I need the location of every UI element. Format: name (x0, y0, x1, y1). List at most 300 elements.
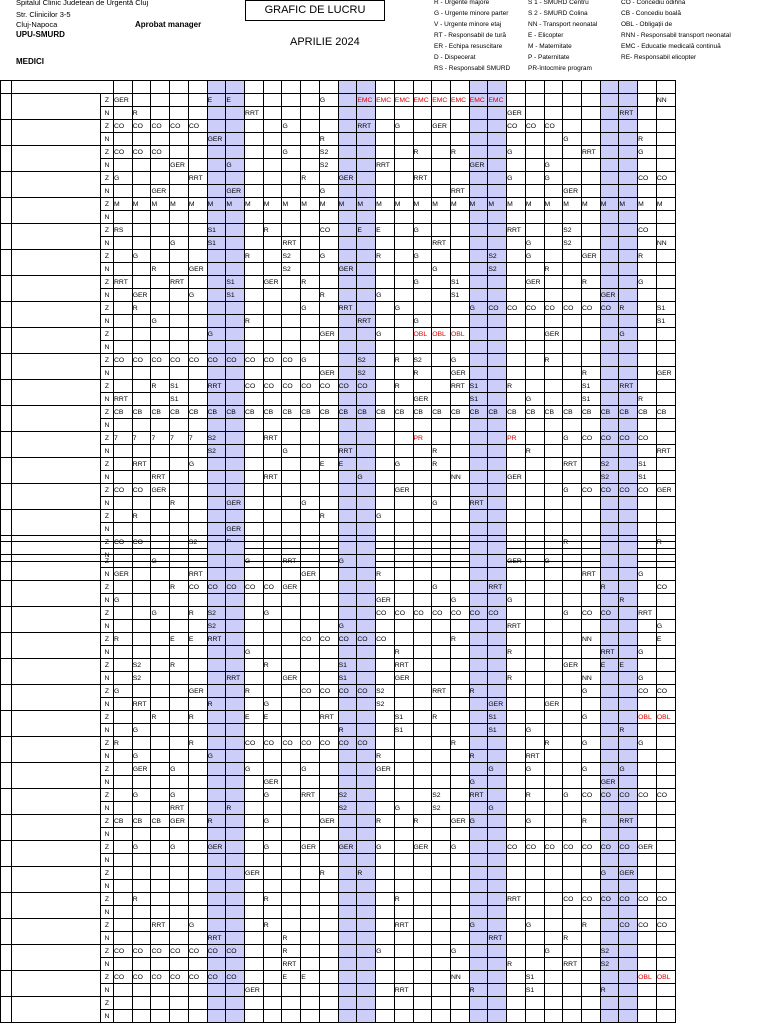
schedule-cell (619, 120, 638, 133)
schedule-cell: CB (170, 406, 189, 419)
schedule-cell: CO (600, 607, 619, 620)
schedule-cell (188, 594, 207, 607)
schedule-cell (469, 932, 488, 945)
schedule-cell (188, 841, 207, 854)
schedule-cell: G (170, 763, 189, 776)
schedule-cell (488, 315, 507, 328)
schedule-cell (619, 445, 638, 458)
schedule-cell (432, 484, 451, 497)
schedule-cell (245, 523, 264, 536)
schedule-cell (338, 289, 357, 302)
schedule-cell (263, 646, 282, 659)
schedule-cell (301, 237, 320, 250)
schedule-cell (394, 250, 413, 263)
schedule-cell (581, 984, 600, 997)
schedule-cell: RRT (207, 932, 226, 945)
schedule-cell (563, 107, 582, 120)
schedule-cell (114, 510, 133, 523)
schedule-cell (450, 211, 469, 224)
schedule-cell (151, 328, 170, 341)
schedule-cell: CO (357, 633, 376, 646)
schedule-cell: G (544, 555, 563, 568)
legend-entry: NN - Transport neonatal (528, 21, 598, 28)
schedule-cell (188, 315, 207, 328)
person-name (12, 94, 101, 120)
schedule-cell (263, 458, 282, 471)
schedule-cell: G (245, 646, 264, 659)
schedule-cell (357, 510, 376, 523)
schedule-cell (413, 302, 432, 315)
schedule-cell: CO (656, 789, 675, 802)
schedule-cell (563, 341, 582, 354)
schedule-cell (656, 698, 675, 711)
schedule-cell: GER (319, 328, 338, 341)
schedule-cell (563, 750, 582, 763)
schedule-cell: E (245, 711, 264, 724)
schedule-cell: M (245, 198, 264, 211)
schedule-cell: 7 (170, 432, 189, 445)
schedule-cell (488, 893, 507, 906)
schedule-cell (114, 659, 133, 672)
schedule-cell (338, 854, 357, 867)
schedule-cell: RRT (394, 659, 413, 672)
schedule-cell (170, 919, 189, 932)
legend-entry: M - Maternitate (528, 43, 572, 50)
schedule-cell (319, 919, 338, 932)
shift-indicator: N (101, 750, 114, 763)
schedule-cell: OBL (656, 971, 675, 984)
schedule-cell (469, 172, 488, 185)
table-row (1, 484, 676, 497)
row-number (1, 711, 12, 737)
schedule-cell (488, 354, 507, 367)
schedule-cell (188, 484, 207, 497)
schedule-cell (188, 523, 207, 536)
schedule-cell (413, 107, 432, 120)
staff-category: MEDICI (16, 57, 44, 66)
schedule-cell (132, 497, 151, 510)
schedule-cell (376, 484, 395, 497)
schedule-cell: R (450, 633, 469, 646)
schedule-cell (301, 555, 320, 568)
schedule-cell (413, 776, 432, 789)
schedule-cell: CO (581, 893, 600, 906)
schedule-cell (432, 867, 451, 880)
schedule-cell (638, 932, 657, 945)
person-name (12, 893, 101, 919)
schedule-cell: CO (432, 607, 451, 620)
schedule-cell (245, 997, 264, 1010)
schedule-cell (338, 276, 357, 289)
schedule-cell (600, 737, 619, 750)
schedule-cell (394, 289, 413, 302)
schedule-cell (413, 380, 432, 393)
schedule-cell (432, 568, 451, 581)
day-header (544, 81, 563, 94)
schedule-cell (600, 1010, 619, 1023)
schedule-cell (507, 984, 526, 997)
table-row (1, 945, 676, 958)
schedule-cell (507, 458, 526, 471)
schedule-cell: RRT (282, 958, 301, 971)
schedule-cell (432, 646, 451, 659)
schedule-cell (450, 237, 469, 250)
schedule-cell: GER (638, 841, 657, 854)
schedule-cell (319, 724, 338, 737)
day-header (151, 542, 170, 555)
schedule-cell (207, 107, 226, 120)
schedule-cell (563, 867, 582, 880)
schedule-cell: CO (170, 120, 189, 133)
schedule-cell (132, 711, 151, 724)
schedule-cell: RRT (282, 555, 301, 568)
schedule-cell (432, 620, 451, 633)
schedule-cell (656, 393, 675, 406)
schedule-cell (170, 893, 189, 906)
schedule-cell: CO (263, 354, 282, 367)
table-row (1, 932, 676, 945)
schedule-cell (469, 581, 488, 594)
schedule-cell (507, 276, 526, 289)
schedule-cell: CO (581, 789, 600, 802)
schedule-cell (581, 315, 600, 328)
schedule-cell: G (469, 815, 488, 828)
schedule-cell (525, 211, 544, 224)
schedule-cell (525, 328, 544, 341)
schedule-cell (413, 633, 432, 646)
schedule-cell (525, 620, 544, 633)
schedule-cell (376, 828, 395, 841)
schedule-cell: CO (319, 737, 338, 750)
schedule-cell (263, 419, 282, 432)
schedule-cell (525, 646, 544, 659)
schedule-cell (488, 815, 507, 828)
schedule-cell (413, 802, 432, 815)
schedule-cell: RRT (207, 633, 226, 646)
schedule-cell (114, 289, 133, 302)
schedule-cell (188, 646, 207, 659)
schedule-cell: CO (282, 737, 301, 750)
schedule-cell (207, 419, 226, 432)
schedule-cell (301, 607, 320, 620)
schedule-cell: S2 (282, 263, 301, 276)
schedule-cell (301, 997, 320, 1010)
person-name (12, 198, 101, 224)
schedule-cell (469, 237, 488, 250)
schedule-cell: GER (507, 471, 526, 484)
row-number (1, 146, 12, 172)
schedule-cell (544, 224, 563, 237)
schedule-cell: G (132, 250, 151, 263)
schedule-cell (488, 276, 507, 289)
schedule-cell (581, 945, 600, 958)
schedule-cell: G (488, 802, 507, 815)
schedule-cell (170, 94, 189, 107)
schedule-cell: NN (581, 672, 600, 685)
schedule-cell: CO (226, 945, 245, 958)
schedule-cell (450, 523, 469, 536)
schedule-cell: G (394, 802, 413, 815)
schedule-cell (226, 263, 245, 276)
schedule-cell: M (319, 198, 338, 211)
day-header (600, 81, 619, 94)
schedule-cell (282, 698, 301, 711)
schedule-cell (450, 224, 469, 237)
schedule-cell (563, 828, 582, 841)
schedule-cell: S2 (132, 672, 151, 685)
schedule-cell (114, 315, 133, 328)
schedule-cell: R (319, 289, 338, 302)
schedule-cell (432, 393, 451, 406)
schedule-cell (581, 289, 600, 302)
schedule-cell (544, 919, 563, 932)
schedule-cell (301, 250, 320, 263)
schedule-cell: S1 (581, 393, 600, 406)
schedule-cell (469, 523, 488, 536)
schedule-cell (282, 185, 301, 198)
schedule-cell (207, 185, 226, 198)
day-header (226, 542, 245, 555)
row-number (1, 841, 12, 867)
schedule-cell (226, 419, 245, 432)
schedule-cell (619, 497, 638, 510)
schedule-cell (188, 146, 207, 159)
schedule-cell (376, 380, 395, 393)
schedule-cell (376, 211, 395, 224)
schedule-cell: R (263, 893, 282, 906)
row-number (1, 484, 12, 510)
schedule-cell (544, 445, 563, 458)
schedule-cell (319, 263, 338, 276)
shift-indicator: N (101, 828, 114, 841)
schedule-cell (450, 484, 469, 497)
schedule-cell (263, 107, 282, 120)
schedule-cell (432, 841, 451, 854)
schedule-cell: CO (132, 146, 151, 159)
schedule-cell (413, 984, 432, 997)
schedule-cell (263, 555, 282, 568)
schedule-cell (563, 620, 582, 633)
schedule-cell: R (151, 711, 170, 724)
schedule-cell (170, 711, 189, 724)
person-name (12, 607, 101, 633)
schedule-cell: R (413, 815, 432, 828)
schedule-cell: GER (507, 555, 526, 568)
schedule-cell: R (338, 724, 357, 737)
schedule-cell (282, 893, 301, 906)
schedule-cell (301, 958, 320, 971)
schedule-cell: R (170, 659, 189, 672)
schedule-cell: CO (525, 302, 544, 315)
schedule-cell: M (488, 198, 507, 211)
schedule-cell (376, 776, 395, 789)
schedule-cell: S1 (338, 672, 357, 685)
schedule-cell (319, 237, 338, 250)
schedule-cell (432, 380, 451, 393)
schedule-cell (319, 841, 338, 854)
schedule-cell (226, 724, 245, 737)
person-name (12, 659, 101, 685)
schedule-cell (151, 568, 170, 581)
schedule-cell: RRT (619, 107, 638, 120)
schedule-cell (413, 958, 432, 971)
schedule-cell (319, 971, 338, 984)
legend-entry: OBL - Obligații de (621, 21, 673, 28)
schedule-cell (114, 523, 133, 536)
schedule-cell (394, 276, 413, 289)
schedule-cell: OBL (638, 971, 657, 984)
schedule-cell (263, 484, 282, 497)
shift-indicator: N (101, 523, 114, 536)
schedule-cell (563, 737, 582, 750)
schedule-cell (413, 932, 432, 945)
schedule-cell: CO (170, 945, 189, 958)
schedule-cell (563, 815, 582, 828)
table-row (1, 458, 676, 471)
table-row (1, 276, 676, 289)
schedule-cell (563, 724, 582, 737)
schedule-cell (132, 594, 151, 607)
schedule-cell: CO (338, 737, 357, 750)
schedule-cell (563, 146, 582, 159)
schedule-cell (656, 328, 675, 341)
shift-indicator: N (101, 367, 114, 380)
schedule-cell (600, 724, 619, 737)
shift-indicator: Z (101, 458, 114, 471)
day-header (638, 542, 657, 555)
schedule-cell (263, 302, 282, 315)
day-header (600, 542, 619, 555)
schedule-cell (507, 607, 526, 620)
schedule-cell: RRT (301, 789, 320, 802)
schedule-cell (207, 594, 226, 607)
schedule-cell (338, 497, 357, 510)
schedule-cell (638, 750, 657, 763)
schedule-cell (563, 120, 582, 133)
schedule-cell (581, 107, 600, 120)
table-row (1, 789, 676, 802)
schedule-cell (376, 711, 395, 724)
schedule-cell (638, 763, 657, 776)
shift-indicator: N (101, 419, 114, 432)
schedule-cell: R (188, 607, 207, 620)
schedule-cell (338, 698, 357, 711)
schedule-cell (432, 880, 451, 893)
schedule-cell (245, 672, 264, 685)
schedule-cell (114, 620, 133, 633)
schedule-cell (394, 523, 413, 536)
schedule-cell (376, 620, 395, 633)
schedule-cell: CB (357, 406, 376, 419)
schedule-cell: G (525, 237, 544, 250)
shift-indicator: N (101, 672, 114, 685)
schedule-cell (656, 659, 675, 672)
schedule-cell (132, 380, 151, 393)
schedule-cell: CB (376, 406, 395, 419)
schedule-cell (226, 107, 245, 120)
schedule-cell (619, 646, 638, 659)
schedule-cell (338, 867, 357, 880)
schedule-cell (619, 555, 638, 568)
schedule-cell (432, 737, 451, 750)
schedule-cell: CO (563, 302, 582, 315)
schedule-cell (301, 932, 320, 945)
schedule-cell (413, 828, 432, 841)
schedule-cell (151, 854, 170, 867)
schedule-cell (450, 984, 469, 997)
legend-entry: CB - Concediu boală (621, 10, 681, 17)
schedule-cell (413, 1010, 432, 1023)
schedule-cell (544, 776, 563, 789)
schedule-cell: R (282, 932, 301, 945)
schedule-cell (432, 659, 451, 672)
schedule-cell (357, 958, 376, 971)
schedule-cell: R (114, 633, 133, 646)
shift-indicator: N (101, 263, 114, 276)
schedule-cell (563, 211, 582, 224)
schedule-cell (282, 828, 301, 841)
schedule-cell (450, 958, 469, 971)
schedule-cell (600, 510, 619, 523)
schedule-cell (226, 646, 245, 659)
schedule-cell (469, 880, 488, 893)
schedule-cell (394, 932, 413, 945)
schedule-cell: CB (151, 815, 170, 828)
schedule-cell (301, 711, 320, 724)
schedule-cell (151, 224, 170, 237)
schedule-cell (357, 276, 376, 289)
header-num-cell (1, 81, 12, 94)
schedule-cell: CO (357, 737, 376, 750)
schedule-cell (263, 685, 282, 698)
schedule-cell (338, 146, 357, 159)
schedule-cell (132, 802, 151, 815)
table-row (1, 802, 676, 815)
schedule-cell: R (638, 133, 657, 146)
schedule-cell (263, 510, 282, 523)
schedule-cell: RRT (132, 458, 151, 471)
schedule-cell (525, 289, 544, 302)
schedule-cell (207, 646, 226, 659)
schedule-cell: G (450, 354, 469, 367)
schedule-cell (507, 945, 526, 958)
schedule-cell (338, 471, 357, 484)
schedule-cell (394, 146, 413, 159)
schedule-cell: G (525, 393, 544, 406)
schedule-cell (469, 315, 488, 328)
schedule-cell: GER (282, 672, 301, 685)
schedule-cell: M (282, 198, 301, 211)
schedule-cell (413, 867, 432, 880)
schedule-cell (394, 854, 413, 867)
schedule-cell (114, 646, 133, 659)
schedule-cell: G (563, 789, 582, 802)
schedule-cell (638, 94, 657, 107)
row-number (1, 555, 12, 581)
schedule-cell (432, 354, 451, 367)
schedule-cell: R (563, 536, 582, 549)
schedule-cell (619, 185, 638, 198)
schedule-cell: RRT (151, 471, 170, 484)
schedule-cell (319, 315, 338, 328)
day-header (132, 81, 151, 94)
schedule-cell (600, 172, 619, 185)
schedule-cell: RRT (432, 237, 451, 250)
schedule-cell (170, 555, 189, 568)
schedule-cell: CB (432, 406, 451, 419)
schedule-cell (432, 315, 451, 328)
schedule-cell (544, 250, 563, 263)
